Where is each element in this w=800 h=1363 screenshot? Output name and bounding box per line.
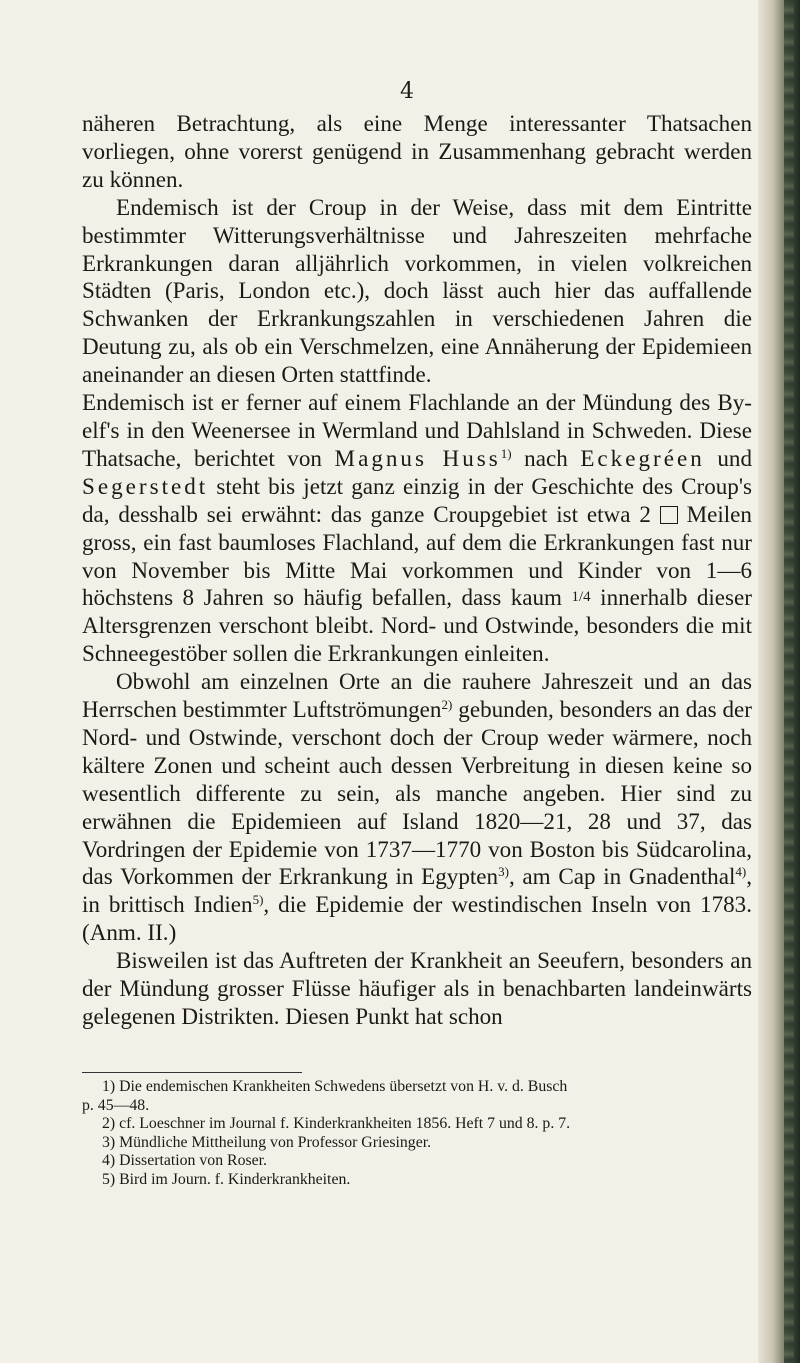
text-segment: nach bbox=[524, 444, 568, 471]
book-binding-edge bbox=[784, 0, 794, 1363]
text-segment: steht bis jetzt ganz einzig in der Geschichte des Croup's da, desshalb sei erwähnt: das ganze Croupgebiet ist etwa 2 bbox=[82, 472, 752, 527]
paragraph-2: Endemisch ist der Croup in der Weise, dass mit dem Eintritte bestimmter Witterungsverhältnisse und Jahreszeiten mehrfache Erkrankungen daran alljährlich vorkommen, in vielen volkreichen Städten (Paris, London etc.), doch lässt auch hier das auffallende Schwanken der Erkrankungszahlen in verschiedenen Jahren die Deutung zu, als ob ein Verschmelzen, eine Annäherung der Epidemieen aneinander an diesen Orten stattfinde. bbox=[82, 193, 752, 388]
paragraph-3 bbox=[82, 389, 752, 668]
footnote: 3) Mündliche Mittheilung von Professor Griesinger. bbox=[102, 1133, 432, 1151]
page-number: 4 bbox=[400, 79, 414, 104]
footnote-ref: 5) bbox=[252, 892, 264, 908]
text-segment: , am Cap in Gnadenthal bbox=[508, 863, 736, 890]
text-segment: und bbox=[717, 444, 752, 471]
footnotes bbox=[82, 1078, 762, 1190]
footnote-divider bbox=[82, 1072, 302, 1073]
footnote-ref: 3) bbox=[498, 864, 509, 880]
fraction: 1/4 bbox=[571, 589, 591, 606]
footnote: 1) Die endemischen Krankheiten Schwedens übersetzt von H. v. d. Busch bbox=[102, 1078, 568, 1095]
square-mile-symbol bbox=[660, 506, 678, 524]
text-segment: Endemisch ist er ferner auf einem Flachlande an der Mündung des By-elf's in den Weenersee in Wermland und Dahlsland in Schweden. bbox=[82, 389, 752, 443]
text-segment: , in brittisch Indien bbox=[82, 863, 752, 918]
text-segment: , die Epidemie der westindischen Inseln von 1783. (Anm. II.) bbox=[82, 891, 752, 946]
paragraph-5: Bisweilen ist das Auftreten der Krankheit an Seeufern, besonders an der Mündung grosser Flüsse häufiger als in benachbarten landeinwärts gelegenen Distrikten. Diesen Punkt hat schon bbox=[82, 947, 752, 1029]
footnote-continuation: p. 45—48. bbox=[82, 1096, 150, 1114]
footnote-ref: 2) bbox=[441, 697, 453, 713]
paragraph-1: näheren Betrachtung, als eine Menge interessanter Thatsachen vorliegen, ohne vorerst genügend in Zusammenhang gebracht werden zu können. bbox=[82, 110, 752, 192]
text-segment: gebunden, besonders an das der Nord- und Ostwinde, verschont doch der Croup weder wärmere, noch kältere Zonen und scheint auch dessen Verbreitung in diesen keine so wesentlich differente zu sein, als manche angeben. Hier sind zu erwähnen die Epidemieen auf Island 1820—21, 28 und 37, das Vordringen der Epidemie von 1737—1770 von Boston bis Südcarolina, das Vorkommen der Erkrankung in Egypten bbox=[82, 696, 752, 890]
text-segment: Obwohl am einzelnen Orte an die rauhere Jahreszeit und an das Herrschen bestimmter Luftströmungen bbox=[82, 668, 752, 723]
main-text bbox=[82, 110, 752, 1031]
author-name: Magnus Huss bbox=[334, 444, 501, 471]
text-segment: Diese Thatsache, berichtet von bbox=[82, 416, 752, 471]
text-segment: innerhalb dieser Altersgrenzen verschont bleibt. Nord- und Ostwinde, besonders die mit Schneegestöber sollen die Erkrankungen einleiten. bbox=[82, 584, 752, 667]
author-name: Eckegréen bbox=[580, 444, 705, 471]
footnote: 2) cf. Loeschner im Journal f. Kinderkrankheiten 1856. Heft 7 und 8. p. 7. bbox=[102, 1115, 571, 1133]
footnote: 4) Dissertation von Roser. bbox=[102, 1152, 267, 1170]
author-name: Segerstedt bbox=[82, 472, 209, 499]
footnote-ref: 1) bbox=[500, 445, 512, 461]
paragraph-4 bbox=[82, 668, 752, 947]
text-segment: Meilen gross, ein fast baumloses Flachland, auf dem die Erkrankungen fast nur von November bis Mitte Mai vorkommen und Kinder von 1—6 höchstens 8 Jahren so häufig befallen, dass kaum bbox=[82, 500, 752, 611]
footnote-ref: 4) bbox=[735, 864, 747, 880]
footnote: 5) Bird im Journ. f. Kinderkrankheiten. bbox=[102, 1170, 351, 1188]
